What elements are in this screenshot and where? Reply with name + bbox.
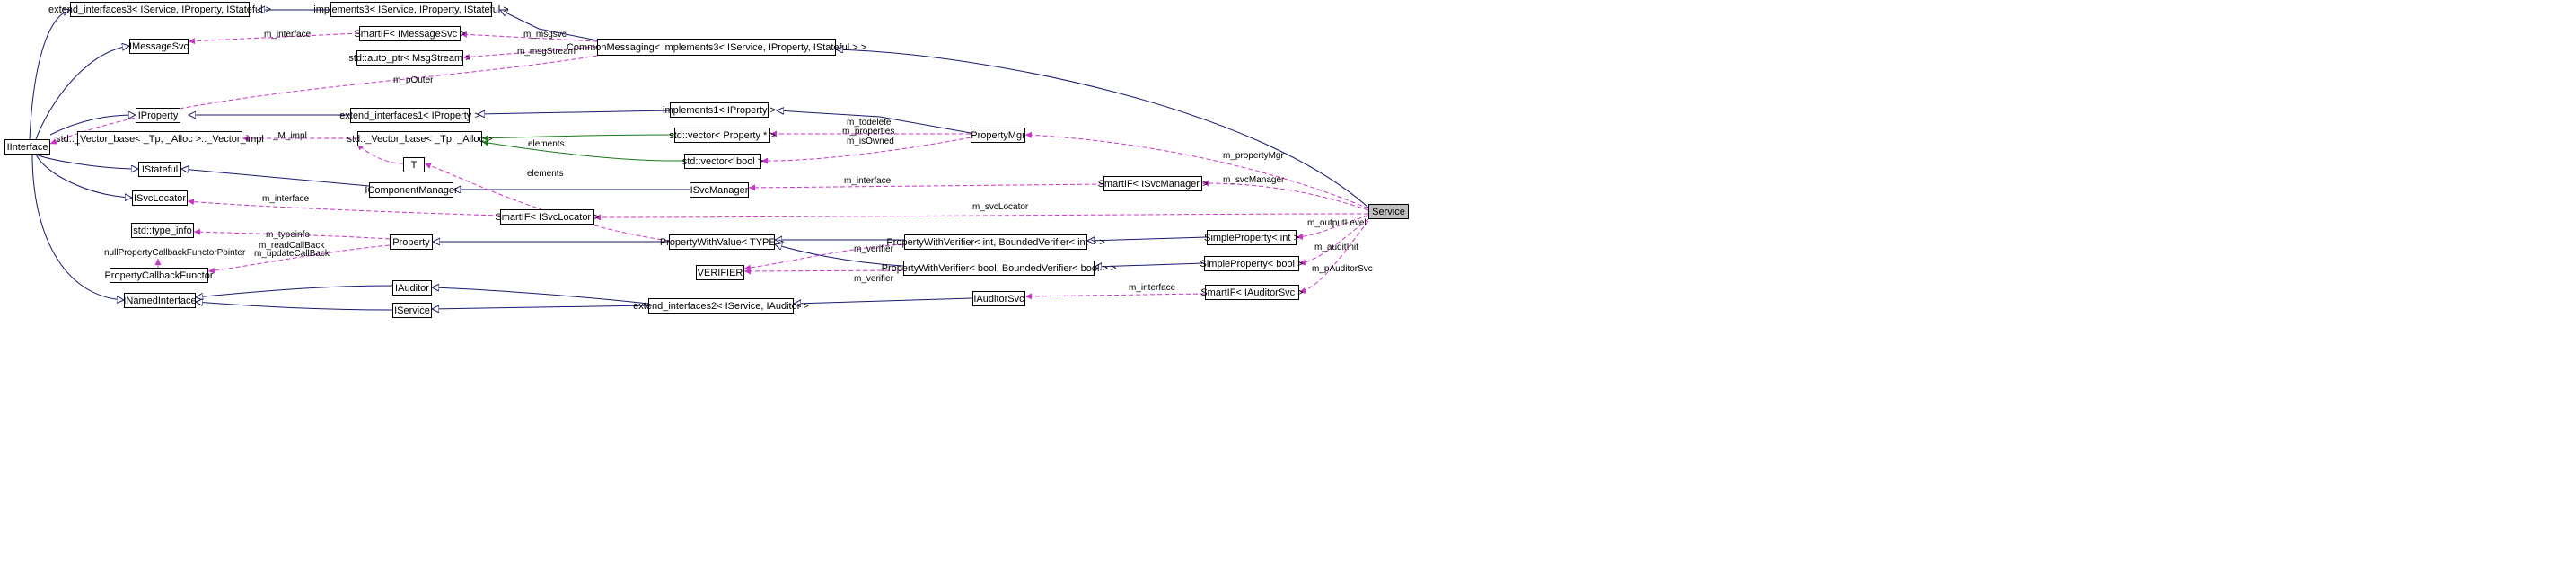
- node-label: Property: [392, 236, 430, 248]
- node-iproperty[interactable]: [136, 108, 180, 123]
- node-label: Service: [1372, 206, 1405, 217]
- node-label: SmartIF< ISvcLocator >: [495, 211, 600, 223]
- node-commonmessaging[interactable]: [566, 39, 867, 56]
- node-label: PropertyMgr: [971, 129, 1025, 141]
- node-t[interactable]: [403, 157, 425, 172]
- node-simpleproperty-bool[interactable]: [1200, 256, 1304, 271]
- node-vector-base-impl[interactable]: [56, 131, 264, 146]
- node-isvcmanager[interactable]: [690, 182, 749, 198]
- node-label: IAuditor: [395, 282, 429, 294]
- edge-label-m-msgsvc: m_msgsvc: [523, 30, 567, 40]
- node-label: PropertyWithVerifier< int, BoundedVerifier< int > >: [886, 236, 1105, 248]
- node-label: implements3< IService, IProperty, IStateful >: [313, 4, 509, 15]
- edge-label-m-svcmanager: m_svcManager: [1223, 175, 1285, 185]
- node-label: extend_interfaces2< IService, IAuditor >: [633, 300, 809, 312]
- node-label: std::vector< bool >: [681, 155, 764, 167]
- node-verifier[interactable]: [696, 265, 744, 280]
- edge-label-m-msgstream: m_msgStream: [517, 47, 576, 57]
- node-label: VERIFIER: [697, 267, 743, 278]
- node-label: std::type_info: [133, 225, 192, 236]
- edge-label-m-verifier-2: m_verifier: [854, 274, 893, 284]
- node-auto-ptr-msgstream[interactable]: [348, 50, 471, 66]
- node-simpleproperty-int[interactable]: [1204, 230, 1299, 245]
- node-label: SmartIF< IAuditorSvc >: [1200, 287, 1304, 298]
- edge-label-m-svclocator: m_svcLocator: [972, 202, 1029, 212]
- node-extend-interfaces3[interactable]: [48, 2, 272, 17]
- edge-label-m-interface-1: m_interface: [264, 30, 312, 40]
- node-label: extend_interfaces3< IService, IProperty, IStateful >: [48, 4, 272, 15]
- node-vector-property-ptr[interactable]: [669, 128, 776, 143]
- node-label: IStateful: [141, 163, 179, 175]
- node-label: std::_Vector_base< _Tp, _Alloc >::_Vector_impl: [56, 133, 264, 145]
- node-iinterface[interactable]: [4, 139, 50, 155]
- node-label: IAuditorSvc: [973, 293, 1024, 305]
- node-smartif-isvcmanager[interactable]: [1097, 176, 1209, 191]
- node-label: PropertyWithValue< TYPE >: [659, 236, 785, 248]
- node-label: ISvcLocator: [133, 192, 187, 204]
- node-isvclocator[interactable]: [132, 190, 188, 206]
- edge-label-m-todelete: m_todelete: [847, 118, 892, 128]
- edge-label-nullpropertycallbackfunctorpointer: nullPropertyCallbackFunctorPointer: [104, 248, 246, 258]
- edge-label-m-properties: m_properties: [842, 127, 895, 137]
- edge-label-m-pauditorsvc: m_pAuditorSvc: [1312, 264, 1373, 274]
- edge-label-m-pouter: m_pOuter: [393, 75, 434, 85]
- node-vector-bool[interactable]: [681, 154, 764, 169]
- node-smartif-isvclocator[interactable]: [495, 209, 600, 225]
- node-label: SmartIF< IMessageSvc >: [354, 28, 466, 40]
- node-label: extend_interfaces1< IProperty >: [339, 110, 480, 121]
- node-icomponentmanager[interactable]: [365, 182, 458, 198]
- node-label: IProperty: [137, 110, 179, 121]
- edge-label-m-verifier-1: m_verifier: [854, 244, 893, 254]
- node-label: SimpleProperty< bool >: [1200, 258, 1304, 269]
- node-iauditorsvc[interactable]: [972, 291, 1025, 306]
- node-label: std::vector< Property * >: [669, 129, 776, 141]
- node-implements3[interactable]: [313, 2, 509, 17]
- node-implements1[interactable]: [663, 102, 776, 118]
- node-vector-base[interactable]: [347, 131, 493, 146]
- edge-label-m-isowned: m_isOwned: [847, 137, 894, 146]
- edge-label-m-propertymgr: m_propertyMgr: [1223, 151, 1284, 161]
- node-service[interactable]: [1368, 204, 1409, 219]
- node-propertywithverifier-int[interactable]: [886, 234, 1105, 250]
- node-propertywithverifier-bool[interactable]: [881, 261, 1117, 276]
- node-label: IComponentManager: [365, 184, 458, 196]
- node-label: SmartIF< ISvcManager >: [1097, 178, 1209, 190]
- node-label: std::auto_ptr< MsgStream >: [348, 52, 471, 64]
- edge-label-m-outputlevel: m_outputLevel: [1307, 218, 1367, 228]
- edge-label-m-interface-4: m_interface: [1129, 283, 1176, 293]
- node-label: PropertyWithVerifier< bool, BoundedVerifier< bool > >: [881, 262, 1117, 274]
- node-iauditor[interactable]: [392, 280, 432, 296]
- edge-label-m-typeinfo: m_typeinfo: [266, 230, 310, 240]
- node-label: implements1< IProperty >: [663, 104, 776, 116]
- node-inamedinterface[interactable]: [124, 293, 196, 308]
- node-label: CommonMessaging< implements3< IService, IProperty, IStateful > >: [566, 41, 867, 53]
- node-label: INamedInterface: [123, 295, 197, 306]
- node-smartif-imessagesvc[interactable]: [354, 26, 466, 41]
- node-imessagesvc[interactable]: [129, 39, 189, 54]
- node-propertywithvalue[interactable]: [659, 234, 785, 250]
- node-extend-interfaces1[interactable]: [339, 108, 480, 123]
- edge-label-m-impl: _M_impl: [273, 131, 307, 141]
- node-label: std::_Vector_base< _Tp, _Alloc >: [347, 133, 493, 145]
- node-istateful[interactable]: [138, 162, 181, 177]
- edge-label-elements-1: elements: [528, 139, 565, 149]
- edge-label-m-updatecallback: m_updateCallBack: [254, 249, 330, 259]
- node-label: PropertyCallbackFunctor: [104, 269, 214, 281]
- edge-label-m-auditinit: m_auditInit: [1314, 243, 1358, 252]
- node-extend-interfaces2[interactable]: [633, 298, 809, 314]
- node-iservice[interactable]: [392, 303, 432, 318]
- node-smartif-iauditorsvc[interactable]: [1200, 285, 1304, 300]
- node-label: IMessageSvc: [128, 40, 189, 52]
- node-label: IService: [394, 305, 430, 316]
- node-label: IInterface: [6, 141, 48, 153]
- edge-label-m-interface-2: m_interface: [262, 194, 310, 204]
- edge-label-elements-2: elements: [527, 169, 564, 179]
- node-propertycallbackfunctor[interactable]: [104, 268, 214, 283]
- node-label: ISvcManager: [690, 184, 749, 196]
- node-type-info[interactable]: [131, 223, 194, 238]
- node-label: T: [410, 159, 418, 171]
- node-label: SimpleProperty< int >: [1204, 232, 1299, 243]
- edge-label-m-interface-3: m_interface: [844, 176, 892, 186]
- edge-label-m-readcallback: m_readCallBack: [259, 241, 325, 251]
- node-propertymgr[interactable]: [971, 128, 1025, 143]
- node-property[interactable]: [390, 234, 433, 250]
